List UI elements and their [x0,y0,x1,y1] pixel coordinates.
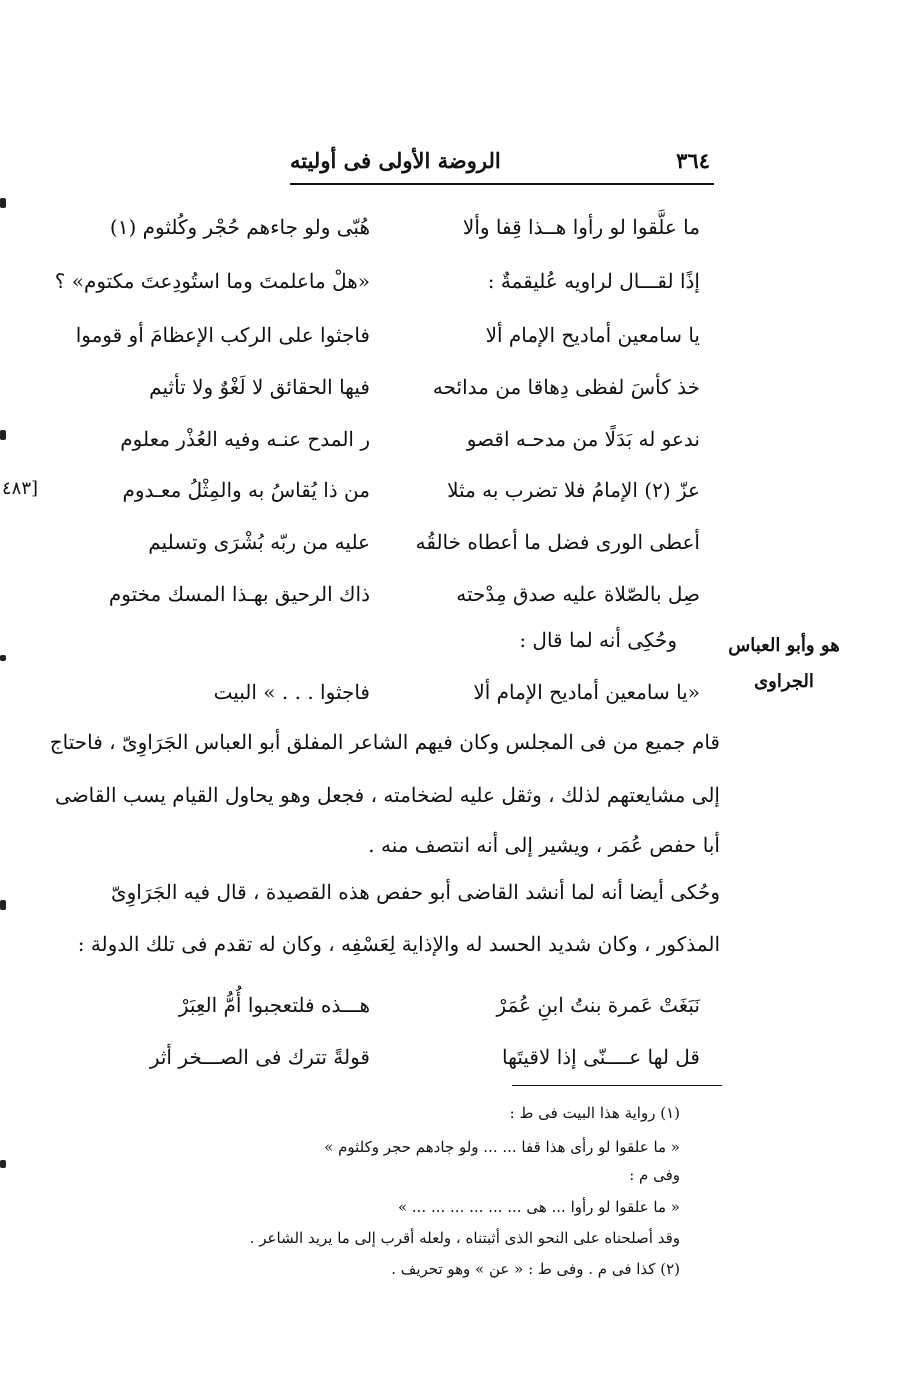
first-hemistich: صِل بالصّلاة عليه صدق مِدْحته [456,582,700,606]
verse-line [60,468,700,516]
first-hemistich: خذ كأسَ لفظى دِهاقا من مدائحه [432,375,700,399]
footnote-line: (٢) كذا فى م . وفى ط : « عن » وهو تحريف . [391,1260,680,1278]
prose-line: وحُكِى أنه لما قال : [519,628,677,652]
margin-note [719,628,849,700]
second-hemistich: فاجثوا على الركب الإعظامَ أو قوموا [75,323,370,347]
scan-edge-mark [0,430,6,440]
first-hemistich: ما علَّقوا لو رأوا هــذا قِفا وألا [462,215,700,239]
footnote-rule [512,1085,722,1086]
header-rule [290,183,714,185]
verse-line [60,417,700,465]
first-hemistich: يا سامعين أماديح الإمام ألا [485,323,700,347]
second-hemistich: هُبّى ولو جاءهم حُجْر وكُلثوم (١) [109,215,370,239]
first-hemistich: نَبَغَتْ عَمرة بنتُ ابنِ عُمَرْ [496,993,700,1017]
scan-edge-mark [0,198,6,208]
second-hemistich: قولةً تترك فى الصـــخر أثر [149,1045,370,1069]
prose-line: قام جميع من فى المجلس وكان فيهم الشاعر المفلق أبو العباس الجَرَاوِىّ ، فاحتاج [49,730,720,754]
verse-line [60,205,700,253]
footnote-line: وقد أصلحناه على النحو الذى أثبتناه ، ولعله أقرب إلى ما يريد الشاعر . [249,1229,680,1247]
margin-note-line: هو وأبو العباس [728,635,840,656]
verse-line [60,520,700,568]
footnote-line: « ما علقوا لو رأى هذا قفا ... ... ولو جادهم حجر وكلثوم » [324,1138,680,1156]
second-hemistich: من ذا يُقاسُ به والمِثْلُ معـدوم [122,478,370,502]
scan-edge-mark [0,900,6,910]
prose-line: المذكور ، وكان شديد الحسد له والإذاية لِعَسْفِه ، وكان له تقدم فى تلك الدولة : [77,932,720,956]
first-hemistich: عزّ (٢) الإمامُ فلا تضرب به مثلا [447,478,700,502]
second-hemistich: فيها الحقائق لا لَغْوٌ ولا تأثيم [149,375,370,399]
page-number: ٣٦٤ [676,147,710,173]
page-title: الروضة الأولى فى أوليته [290,147,501,173]
verse-line [60,313,700,361]
verse-line [60,572,700,620]
running-head [290,140,710,180]
original-page-ref: [٤٨٣ [2,478,39,499]
first-hemistich: أعطى الورى فضل ما أعطاه خالقُه [415,530,700,554]
second-hemistich: ر المدح عنـه وفيه العُذْر معلوم [120,427,370,451]
quoted-verse [60,670,700,718]
prose-line: أبا حفص عُمَر ، ويشير إلى أنه انتصف منه . [368,833,720,857]
verse-line [54,259,700,307]
verse-line [60,365,700,413]
scan-edge-mark [0,1160,6,1168]
first-hemistich: ندعو له بَدَلًا من مدحـه اقصو [466,427,700,451]
second-hemistich: فاجثوا . . . » البيت [213,680,370,704]
footnote-line: « ما علقوا لو رأوا ... هى ... ... ... ... ... ... » [397,1198,680,1216]
prose-line: إلى مشايعتهم لذلك ، وثقل عليه لضخامته ، فجعل وهو يحاول القيام يسب القاضى [55,783,720,807]
verse-line [60,983,700,1031]
second-hemistich: «هلْ ماعلمتَ وما استُودِعتَ مكتوم» ؟ [54,269,370,293]
scan-edge-mark [0,655,6,661]
second-hemistich: ذاك الرحيق بهـذا المسك مختوم [108,582,370,606]
first-hemistich: قل لها عــــنّى إذا لاقيتَها [502,1045,700,1069]
footnote-line: وفى م : [629,1166,680,1184]
footnote-line: (١) رواية هذا البيت فى ط : [509,1104,680,1122]
margin-note-line: الجراوى [754,671,814,692]
second-hemistich: هـــذه فلتعجبوا أُمُّ العِبَرْ [178,993,370,1017]
prose-line: وحُكى أيضا أنه لما أنشد القاضى أبو حفص هذه القصيدة ، قال فيه الجَرَاوِىّ [110,880,720,904]
first-hemistich: «يا سامعين أماديح الإمام ألا [473,680,700,704]
first-hemistich: إذًا لقـــال لراويه عُليقمةٌ : [487,269,700,293]
verse-line [60,1035,700,1083]
second-hemistich: عليه من ربّه بُشْرَى وتسليم [148,530,370,554]
